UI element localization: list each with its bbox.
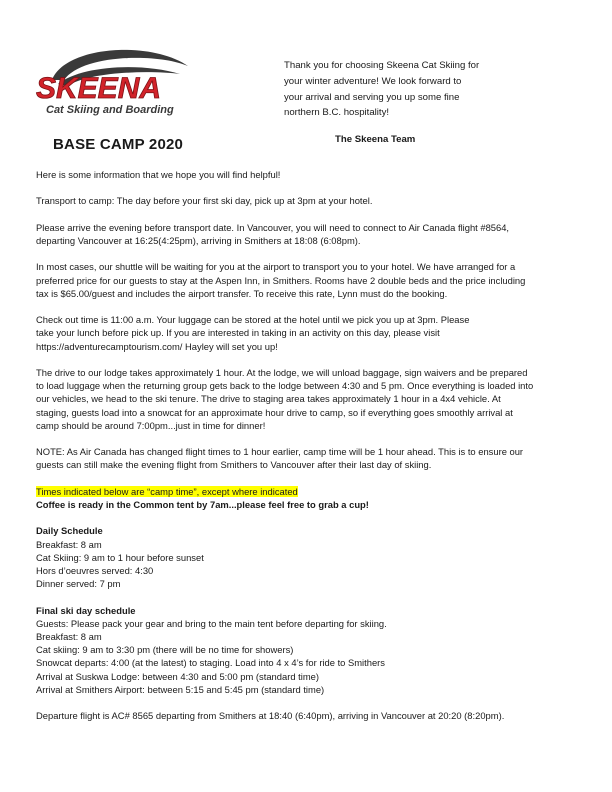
daily-schedule-list: [36, 538, 588, 591]
schedule-item: Breakfast: 8 am: [36, 538, 102, 550]
transport-paragraph: Transport to camp: The day before your first ski day, pick up at 3pm at your hotel.: [36, 195, 373, 207]
welcome-line: your arrival and serving you up some fine: [284, 91, 460, 103]
team-signature: The Skeena Team: [335, 134, 416, 145]
logo-wordmark: SKEENA: [36, 72, 162, 105]
schedule-item: Arrival at Smithers Airport: between 5:15 and 5:45 pm (standard time): [36, 683, 325, 695]
checkout-paragraph: [36, 313, 588, 353]
logo-tagline: Cat Skiing and Boarding: [46, 104, 174, 116]
arrival-paragraph: [36, 221, 588, 247]
text-line: https://adventurecamptourism.com/ Hayley will set you up!: [36, 340, 278, 352]
highlighted-notice: Times indicated below are “camp time”, except where indicated: [36, 485, 298, 497]
departure-paragraph: Departure flight is AC# 8565 departing from Smithers at 18:40 (6:40pm), arriving in Vancouver at 20:20 (8:20pm).: [36, 710, 505, 722]
page-title: BASE CAMP 2020: [53, 136, 184, 153]
note-paragraph: [36, 445, 588, 471]
document-body: [36, 168, 588, 736]
welcome-line: Thank you for choosing Skeena Cat Skiing for: [284, 60, 480, 71]
text-line: The drive to our lodge takes approximately 1 hour. At the lodge, we will unload baggage, sign waivers and be prepared: [36, 366, 528, 378]
camp-time-notice: [36, 485, 588, 498]
schedule-item: Cat skiing: 9 am to 3:30 pm (there will be no time for showers): [36, 644, 294, 656]
text-line: to load luggage when the returning group gets back to the lodge between 4:30 and 5 pm. Once everything is loaded into: [36, 380, 534, 392]
schedule-item: Cat Skiing: 9 am to 1 hour before sunset: [36, 551, 204, 563]
text-line: guests can still make the evening flight from Smithers to Vancouver after their last day of skiing.: [36, 459, 432, 471]
text-line: NOTE: As Air Canada has changed flight times to 1 hour earlier, camp time will be 1 hour ahead. This is to ensure our: [36, 446, 524, 458]
final-day-list: [36, 617, 588, 696]
text-line: camp should be around 7:00pm...just in time for dinner!: [36, 419, 266, 431]
shuttle-paragraph: [36, 260, 588, 300]
text-line: Please arrive the evening before transport date. In Vancouver, you will need to connect to Air Canada flight #8564,: [36, 221, 510, 233]
schedule-item: Hors d’oeuvres served: 4:30: [36, 564, 154, 576]
intro-paragraph: Here is some information that we hope you will find helpful!: [36, 169, 281, 180]
text-line: Check out time is 11:00 a.m. Your luggage can be stored at the hotel until we pick you up at 3pm. Please: [36, 314, 470, 326]
text-line: departing Vancouver at 16:25(4:25pm), arriving in Smithers at 18:08 (6:08pm).: [36, 234, 361, 246]
schedule-item: Guests: Please pack your gear and bring to the main tent before departing for skiing.: [36, 617, 387, 629]
text-line: take your lunch before pick up. If you are interested in taking in an activity on this day, please visit: [36, 327, 440, 339]
text-line: In most cases, our shuttle will be waiting for you at the airport to transport you to your hotel. We have arranged for a: [36, 261, 516, 273]
welcome-line: your winter adventure! We look forward to: [284, 75, 462, 87]
schedule-item: Snowcat departs: 4:00 (at the latest) to staging. Load into 4 x 4’s for ride to Smithers: [36, 657, 385, 669]
welcome-line: northern B.C. hospitality!: [284, 107, 390, 119]
text-line: tax is $65.00/guest and includes the airport transfer. To receive this rate, Lynn must do the booking.: [36, 287, 448, 299]
coffee-notice: Coffee is ready in the Common tent by 7am...please feel free to grab a cup!: [36, 498, 369, 510]
skeena-logo: [30, 40, 200, 120]
schedule-item: Dinner served: 7 pm: [36, 578, 121, 590]
schedule-item: Breakfast: 8 am: [36, 630, 102, 642]
daily-schedule-heading: Daily Schedule: [36, 525, 103, 537]
text-line: our vehicles, we head to the ski tenure. The drive to staging area takes approximately 1 hour in a 4x4 vehicle. At: [36, 393, 501, 405]
schedule-item: Arrival at Suskwa Lodge: between 4:30 and 5:00 pm (standard time): [36, 670, 319, 682]
drive-paragraph: [36, 366, 588, 432]
welcome-note: [284, 58, 524, 121]
text-line: staging, guests load into a snowcat for an approximate hour drive to camp, so if everything goes smoothly arrival at: [36, 406, 513, 418]
text-line: preferred price for our guests to stay at the Aspen Inn, in Smithers. Rooms have 2 double beds and the price including: [36, 274, 526, 286]
final-day-heading: Final ski day schedule: [36, 604, 136, 616]
